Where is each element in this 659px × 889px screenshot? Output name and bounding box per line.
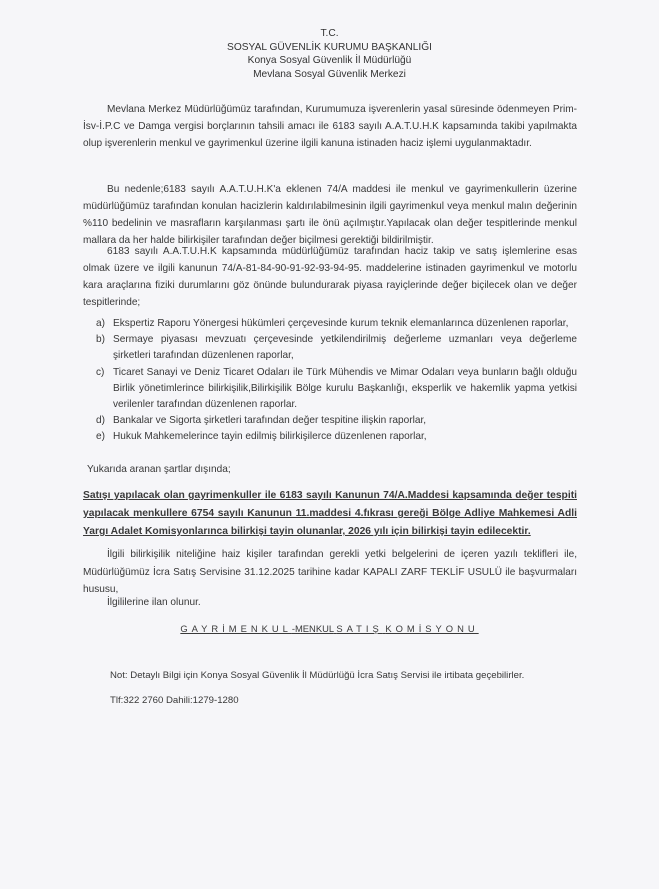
- list-item: [83, 332, 577, 364]
- paragraph-announcement: İlgililerine ilan olunur.: [107, 597, 201, 608]
- list-marker: a): [96, 318, 105, 329]
- footer-note: Not: Detaylı Bilgi için Konya Sosyal Güvenlik İl Müdürlüğü İcra Satış Servisi ile irtibata geçebilirler.: [110, 670, 525, 681]
- paragraph-reason: [83, 181, 577, 249]
- paragraph-scope-text: 6183 sayılı A.A.T.U.H.K kapsamında müdürlüğümüz tarafından haciz takip ve satış işlemlerine esas olmak üzere ve ilgili kanunun 74/A-81-84-90-91-92-93-94-95. maddelerine istinaden gayrimenkul ve motorlu kara araçlarına fiziki durumlarını göz önünde bulundurarak piyasa rayiçlerinde değer biçilecek olan ve değer tespitlerinde;: [83, 246, 577, 308]
- paragraph-emphasis: Satışı yapılacak olan gayrimenkuller ile 6183 sayılı Kanunun 74/A.Maddesi kapsamında değer tespiti yapılacak menkullere 6754 sayılı Kanunun 11.maddesi 4.fıkrası gereği Bölge Adliye Mahkemesi Adli Yargı Adalet Komisyonlarınca bilirkişi tayin olunanlar, 2026 yılı için bilirkişi tayin edilecektir.: [83, 490, 577, 537]
- list-item: [83, 316, 577, 332]
- list-marker: c): [96, 366, 105, 378]
- signature-part-2: -MENKUL: [291, 623, 334, 634]
- footer-phone: Tlf:322 2760 Dahili:1279-1280: [110, 695, 239, 706]
- signature-part-3: SATIŞ: [336, 623, 383, 634]
- signature-part-1: GAYRİMENKUL: [180, 623, 292, 634]
- header-institution: SOSYAL GÜVENLİK KURUMU BAŞKANLIĞI: [227, 41, 432, 53]
- paragraph-scope: [83, 243, 577, 311]
- list-item-text: Bankalar ve Sigorta şirketleri tarafından değer tespitine ilişkin raporlar,: [113, 415, 427, 427]
- signature-part-4: KOMİSYONU: [385, 623, 479, 634]
- commission-signature: [0, 623, 659, 634]
- paragraph-intro-text: Mevlana Merkez Müdürlüğümüz tarafından, Kurumumuza işverenlerin yasal süresinde ödenmeyen Prim-İsv-İ.P.C ve Damga vergisi borçlarının tahsili amacı ile 6183 sayılı A.A.T.U.H.K kapsamında takibi yapılmakta olup işverenlerin menkul ve gayrimenkul üzerine ilgili kanuna istinaden haciz işlemi uygulanmaktadır.: [83, 104, 577, 149]
- list-item: [83, 429, 577, 445]
- paragraph-except: Yukarıda aranan şartlar dışında;: [87, 464, 231, 475]
- list-item-text: Hukuk Mahkemelerince tayin edilmiş bilirkişilerce düzenlenen raporlar,: [113, 431, 427, 443]
- list-marker: e): [96, 431, 105, 443]
- paragraph-intro: [83, 101, 577, 152]
- list-item-text: Ekspertiz Raporu Yönergesi hükümleri çerçevesinde kurum teknik elemanlarınca düzenlenen raporlar,: [113, 318, 569, 329]
- list-marker: d): [96, 415, 105, 427]
- header-tc: T.C.: [320, 28, 339, 39]
- paragraph-reason-text: Bu nedenle;6183 sayılı A.A.T.U.H.K'a eklenen 74/A maddesi ile menkul ve gayrimenkullerin üzerine müdürlüğümüz tarafından konulan hacizlerin kaldırılabilmesinin ilgili gayrimenkul veya menkul malın değerinin %110 bedelinin ve masrafların karşılanması şartı ile önü açılmıştır.Yapılacak olan değer tespitlerinde menkul mallara da her halde bilirkişiler tarafından değer biçilmesi gerektiği bildirilmiştir.: [83, 184, 577, 246]
- list-item-text: Sermaye piyasası mevzuatı çerçevesinde yetkilendirilmiş değerleme uzmanları veya değerleme şirketleri tarafından düzenlenen raporlar,: [113, 334, 577, 362]
- report-types-list: [83, 316, 577, 446]
- paragraph-application: [83, 546, 577, 599]
- header-center: Mevlana Sosyal Güvenlik Merkezi: [253, 68, 406, 80]
- list-item-text: Ticaret Sanayi ve Deniz Ticaret Odaları ile Türk Mühendis ve Mimar Odaları veya bunların bağlı olduğu Birlik yönetimlerince bilirkişilik,Bilirkişilik Bölge kurulu Başkanlığı, eksperlik ve hakemlik yapma yetkisi verilenler tarafından düzenlenen raporlar.: [113, 366, 577, 411]
- header-directorate: Konya Sosyal Güvenlik İl Müdürlüğü: [247, 55, 412, 67]
- letterhead: [0, 27, 659, 81]
- paragraph-application-text: İlgili bilirkişilik niteliğine haiz kişiler tarafından gerekli yetki belgelerini de içeren yazılı teklifleri ile, Müdürlüğümüz İcra Satış Servisine 31.12.2025 tarihine kadar KAPALI ZARF TEKLİF USULÜ ile başvurmaları hususu,: [83, 549, 577, 595]
- list-item: [83, 413, 577, 429]
- list-marker: b): [96, 334, 105, 346]
- list-item: [83, 365, 577, 414]
